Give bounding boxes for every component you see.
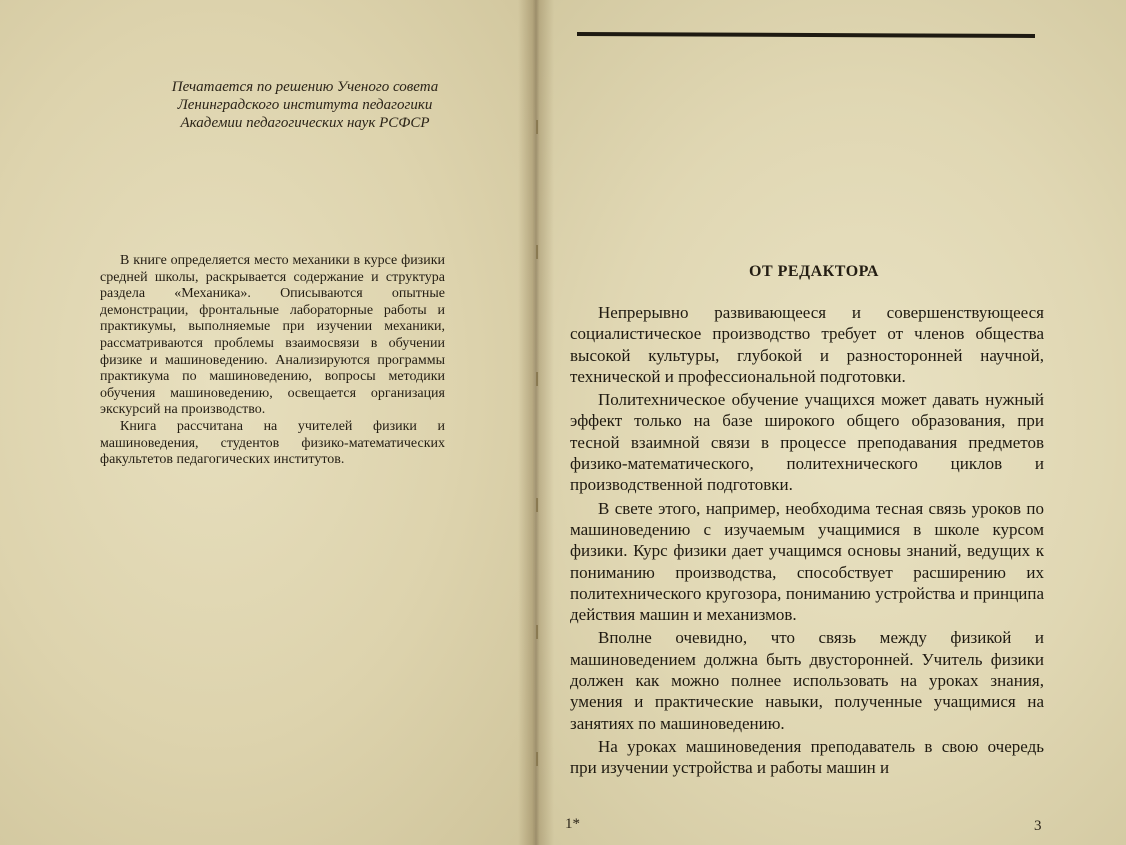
body-paragraph: В свете этого, например, необходима тесная связь уроков по машиноведению с изучаемым учащимися в школе курсом физики. Курс физики дает учащимся основы знаний, ведущих к пониманию производства, способствует расширению их политехнического кругозора, пониманию устройства и принципа действия машин и механизмов. bbox=[570, 498, 1044, 625]
binding-stitch bbox=[536, 120, 538, 134]
binding-stitch bbox=[536, 752, 538, 766]
signature-mark: 1* bbox=[565, 816, 580, 832]
binding-stitch bbox=[536, 372, 538, 386]
book-annotation bbox=[100, 253, 445, 469]
imprint-line: Печатается по решению Ученого совета bbox=[171, 79, 439, 95]
annotation-paragraph: В книге определяется место механики в курсе физики средней школы, раскрывается содержание и структура раздела «Механика». Описываются опытные демонстрации, фронтальные лабораторные работы и практикумы, выполняемые при изучении механики, рассматриваются проблемы взаимосвязи в обучении физике и машиноведению. Анализируются программы практикума по машиноведению, вопросы методики обучения машиноведению, освещается организация экскурсий на производство. bbox=[100, 253, 445, 418]
imprint-note bbox=[140, 78, 470, 132]
imprint-line: Ленинградского института педагогики bbox=[177, 97, 433, 113]
body-paragraph: Политехническое обучение учащихся может давать нужный эффект только на базе широкого общего образования, при тесной взаимной связи в процессе преподавания предметов физико-математического, политехнического циклов и производственной подготовки. bbox=[570, 390, 1044, 495]
imprint-line: Академии педагогических наук РСФСР bbox=[180, 115, 430, 131]
body-paragraph: Вполне очевидно, что связь между физикой и машиноведением должна быть двусторонней. Учитель физики должен как можно полнее использовать на уроках знания, умения и практические навыки, полученные учащимися на занятиях по машиноведению. bbox=[570, 628, 1044, 733]
left-page bbox=[0, 0, 534, 845]
annotation-paragraph: Книга рассчитана на учителей физики и машиноведения, студентов физико-математических факультетов педагогических институтов. bbox=[100, 418, 445, 468]
binding-stitch bbox=[536, 625, 538, 639]
page-number: 3 bbox=[1034, 818, 1042, 834]
editor-foreword-text bbox=[570, 302, 1044, 781]
chapter-heading: ОТ РЕДАКТОРА bbox=[749, 263, 879, 280]
binding-stitch bbox=[536, 245, 538, 259]
body-paragraph: Непрерывно развивающееся и совершенствующееся социалистическое производство требует от членов общества высокой культуры, глубокой и разносторонней научной, технической и профессиональной подготовки. bbox=[570, 303, 1044, 386]
body-paragraph: На уроках машиноведения преподаватель в свою очередь при изучении устройства и работы машин и bbox=[570, 736, 1044, 778]
binding-stitch bbox=[536, 498, 538, 512]
